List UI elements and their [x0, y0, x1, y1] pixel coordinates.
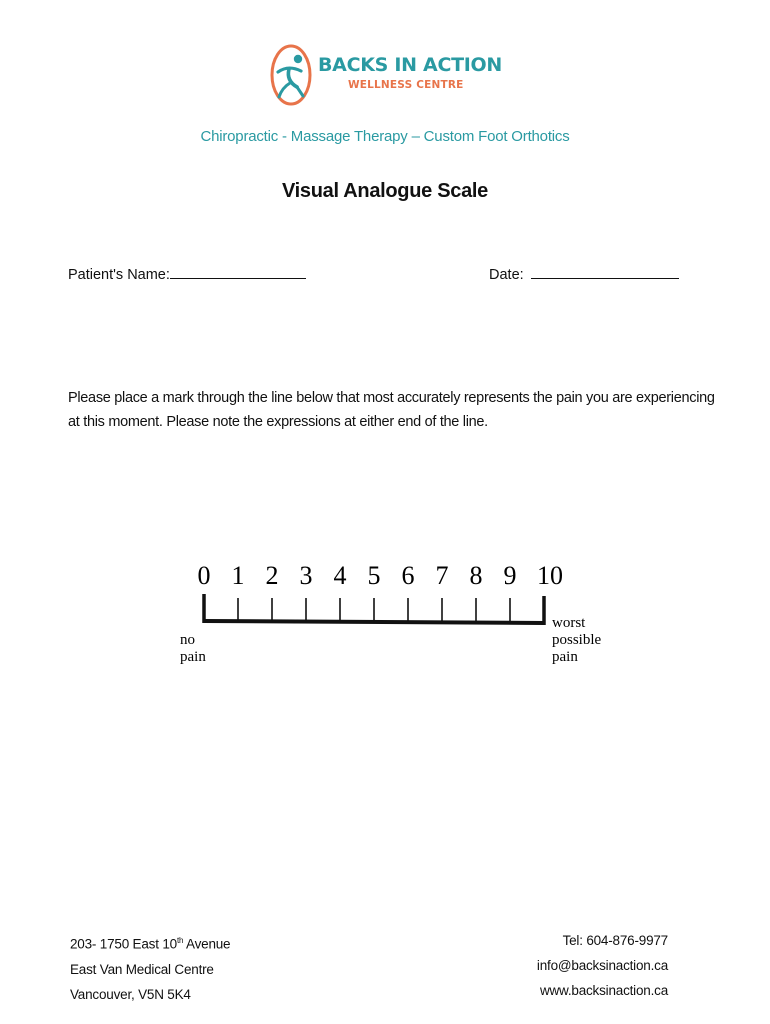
date-blank[interactable]: [531, 264, 679, 279]
scale-number-1: 1: [231, 561, 245, 590]
patient-name-blank[interactable]: [170, 264, 306, 279]
contact-tel: Tel: 604-876-9977: [562, 933, 668, 948]
scale-number-5: 5: [367, 561, 381, 590]
date-field[interactable]: [489, 264, 679, 283]
patient-name-field[interactable]: [68, 264, 306, 283]
runner-logo-icon: [268, 42, 314, 108]
scale-number-7: 7: [435, 561, 449, 590]
address-line-2: East Van Medical Centre: [70, 961, 214, 977]
brand-logo: [268, 42, 508, 108]
scale-right-label-1: possible: [552, 632, 602, 648]
address-line-3: Vancouver, V5N 5K4: [70, 986, 191, 1002]
instructions: Please place a mark through the line below that most accurately represents the pain you are experiencing at this moment. Please note the expressions at either end of the line.: [68, 390, 715, 430]
footer-contact: [480, 928, 668, 1003]
footer-address: [70, 928, 230, 1007]
scale-number-6: 6: [401, 561, 415, 590]
brand-name: BACKS IN ACTION: [318, 54, 502, 76]
scale-number-8: 8: [469, 561, 483, 590]
scale-number-4: 4: [333, 561, 347, 590]
scale-left-label-0: no: [180, 632, 195, 648]
brand-subtitle: WELLNESS CENTRE: [348, 79, 464, 91]
tagline: Chiropractic - Massage Therapy – Custom Foot Orthotics: [200, 128, 570, 145]
contact-email[interactable]: info@backsinaction.ca: [536, 958, 668, 973]
address-line-1: 203- 1750 East 10th Avenue: [70, 936, 231, 952]
scale-right-label-0: worst: [552, 615, 586, 631]
page-title: Visual Analogue Scale: [281, 180, 488, 202]
date-label: Date:: [489, 267, 528, 283]
pain-scale: [160, 552, 610, 687]
scale-number-3: 3: [299, 561, 313, 590]
scale-base-line[interactable]: [204, 621, 544, 623]
scale-number-9: 9: [503, 561, 517, 590]
pain-scale-graphic: [160, 552, 610, 687]
scale-left-label-1: pain: [180, 649, 206, 665]
scale-right-label-2: pain: [552, 649, 578, 665]
scale-number-0: 0: [197, 561, 211, 590]
scale-number-10: 10: [537, 561, 563, 590]
scale-number-2: 2: [265, 561, 279, 590]
patient-name-label: Patient's Name:: [68, 267, 170, 283]
contact-website[interactable]: www.backsinaction.ca: [539, 983, 668, 998]
